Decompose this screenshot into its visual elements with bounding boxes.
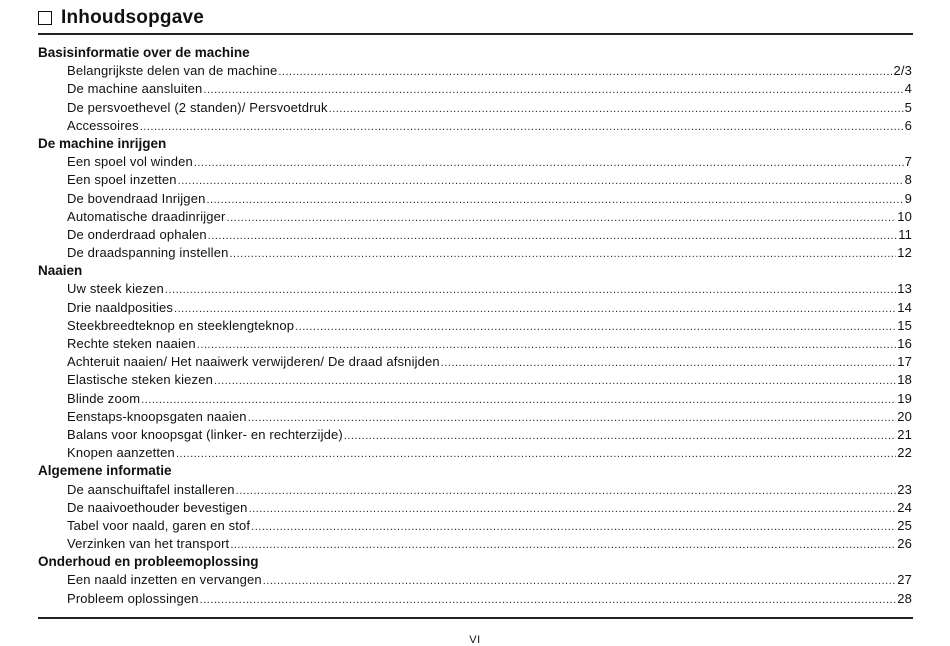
toc-entry-page: 28 [897, 590, 912, 606]
dot-leader [197, 336, 896, 354]
toc-entry[interactable] [38, 535, 913, 553]
toc-entry-label: Verzinken van het transport [67, 536, 230, 552]
dot-leader [329, 100, 904, 118]
toc-entry[interactable] [38, 335, 913, 353]
toc-entry-label: De persvoethevel (2 standen)/ Persvoetdruk [67, 99, 328, 115]
toc-entry[interactable] [38, 444, 913, 462]
toc-entry-label: De aanschuiftafel installeren [67, 481, 235, 497]
title-row [38, 6, 204, 30]
toc-entry[interactable] [38, 390, 913, 408]
dot-leader [203, 81, 903, 99]
dot-leader [174, 300, 896, 318]
toc-entry-page: 21 [897, 426, 912, 442]
toc-entry-label: Achteruit naaien/ Het naaiwerk verwijderen/ De draad afsnijden [67, 354, 440, 370]
toc-entry-label: Drie naaldposities [67, 299, 174, 315]
toc-entry-page: 13 [897, 281, 912, 297]
table-of-contents [38, 44, 913, 608]
section-heading: Naaien [38, 263, 83, 279]
toc-entry[interactable] [38, 117, 913, 135]
toc-entry-page: 20 [897, 408, 912, 424]
toc-entry-page: 10 [897, 208, 912, 224]
dot-leader [295, 318, 896, 336]
toc-entry[interactable] [38, 99, 913, 117]
toc-entry[interactable] [38, 426, 913, 444]
toc-entry-page: 6 [904, 117, 912, 133]
dot-leader [140, 118, 904, 136]
toc-entry-page: 16 [897, 336, 912, 351]
toc-entry-label: Tabel voor naald, garen en stof [67, 517, 251, 533]
toc-entry-label: De onderdraad ophalen [67, 226, 207, 242]
toc-entry-page: 9 [904, 190, 912, 206]
toc-entry-page: 14 [897, 299, 912, 315]
dot-leader [165, 281, 896, 299]
page-title: Inhoudsopgave [61, 7, 204, 28]
dot-leader [248, 409, 897, 427]
toc-entry[interactable] [38, 280, 913, 298]
dot-leader [441, 354, 896, 372]
toc-entry-page: 22 [897, 445, 912, 461]
toc-entry-label: De bovendraad Inrijgen [67, 190, 206, 206]
toc-entry-label: Eenstaps-knoopsgaten naaien [67, 408, 247, 424]
toc-entry-label: Accessoires [67, 117, 139, 133]
toc-entry[interactable] [38, 499, 913, 517]
dot-leader [278, 63, 892, 81]
toc-entry[interactable] [38, 353, 913, 371]
toc-entry-page: 12 [897, 245, 912, 261]
toc-entry-page: 4 [904, 81, 912, 97]
dot-leader [200, 591, 897, 609]
toc-entry-label: Probleem oplossingen [67, 590, 199, 606]
toc-entry-page: 8 [904, 172, 912, 188]
toc-entry-label: Automatische draadinrijger [67, 208, 226, 224]
toc-entry-label: Elastische steken kiezen [67, 372, 213, 388]
toc-entry-page: 23 [897, 481, 912, 497]
toc-entry-page: 27 [897, 572, 912, 588]
toc-entry[interactable] [38, 244, 913, 262]
toc-entry-page: 7 [904, 154, 912, 170]
toc-entry-label: Balans voor knoopsgat (linker- en rechterzijde) [67, 426, 343, 442]
toc-entry[interactable] [38, 317, 913, 335]
dot-leader [214, 372, 896, 390]
toc-entry-label: Steekbreedteknop en steeklengteknop [67, 317, 295, 333]
checkbox-icon [38, 11, 52, 25]
toc-entry[interactable] [38, 481, 913, 499]
dot-leader [263, 572, 896, 590]
dot-leader [208, 227, 897, 245]
toc-entry-page: 2/3 [893, 63, 912, 79]
toc-entry-label: De draadspanning instellen [67, 245, 229, 261]
dot-leader [344, 427, 896, 445]
section-heading: Algemene informatie [38, 463, 172, 479]
dot-leader [230, 536, 896, 554]
toc-entry-page: 11 [898, 226, 912, 242]
toc-entry-label: Blinde zoom [67, 390, 141, 406]
toc-entry-label: Een spoel inzetten [67, 172, 177, 188]
toc-entry[interactable] [38, 208, 913, 226]
section-heading: De machine inrijgen [38, 135, 167, 151]
dot-leader [178, 172, 904, 190]
page-number: VI [469, 634, 481, 646]
toc-entry[interactable] [38, 171, 913, 189]
dot-leader [141, 391, 896, 409]
toc-entry-page: 26 [897, 536, 912, 552]
toc-entry-page: 5 [904, 99, 912, 115]
toc-entry-page: 24 [897, 499, 912, 515]
toc-entry[interactable] [38, 190, 913, 208]
toc-entry-page: 15 [897, 317, 912, 333]
toc-entry[interactable] [38, 153, 913, 171]
toc-entry-label: Een spoel vol winden [67, 154, 193, 170]
toc-entry[interactable] [38, 590, 913, 608]
toc-entry-page: 19 [897, 390, 912, 406]
toc-entry[interactable] [38, 371, 913, 389]
dot-leader [227, 209, 897, 227]
toc-entry-page: 18 [897, 372, 912, 388]
toc-entry[interactable] [38, 571, 913, 589]
toc-entry-label: Belangrijkste delen van de machine [67, 63, 278, 79]
dot-leader [206, 191, 903, 209]
toc-entry[interactable] [38, 62, 913, 80]
toc-entry-label: Rechte steken naaien [67, 336, 196, 351]
toc-entry-page: 17 [897, 354, 912, 370]
toc-entry[interactable] [38, 517, 913, 535]
toc-entry[interactable] [38, 299, 913, 317]
toc-entry[interactable] [38, 408, 913, 426]
toc-entry-label: De naaivoethouder bevestigen [67, 499, 248, 515]
section-heading: Basisinformatie over de machine [38, 45, 250, 60]
toc-entry[interactable] [38, 80, 913, 98]
toc-entry-label: De machine aansluiten [67, 81, 203, 97]
dot-leader [176, 445, 896, 463]
toc-entry-page: 25 [897, 517, 912, 533]
dot-leader [236, 482, 897, 500]
dot-leader [249, 500, 897, 518]
dot-leader [194, 154, 904, 172]
toc-entry-label: Een naald inzetten en vervangen [67, 572, 262, 588]
dot-leader [229, 245, 896, 263]
toc-entry[interactable] [38, 226, 913, 244]
section-heading: Onderhoud en probleemoplossing [38, 554, 259, 570]
bottom-divider [38, 617, 913, 619]
toc-entry-label: Uw steek kiezen [67, 281, 164, 297]
dot-leader [251, 518, 896, 536]
toc-entry-label: Knopen aanzetten [67, 445, 175, 461]
top-divider [38, 33, 913, 35]
